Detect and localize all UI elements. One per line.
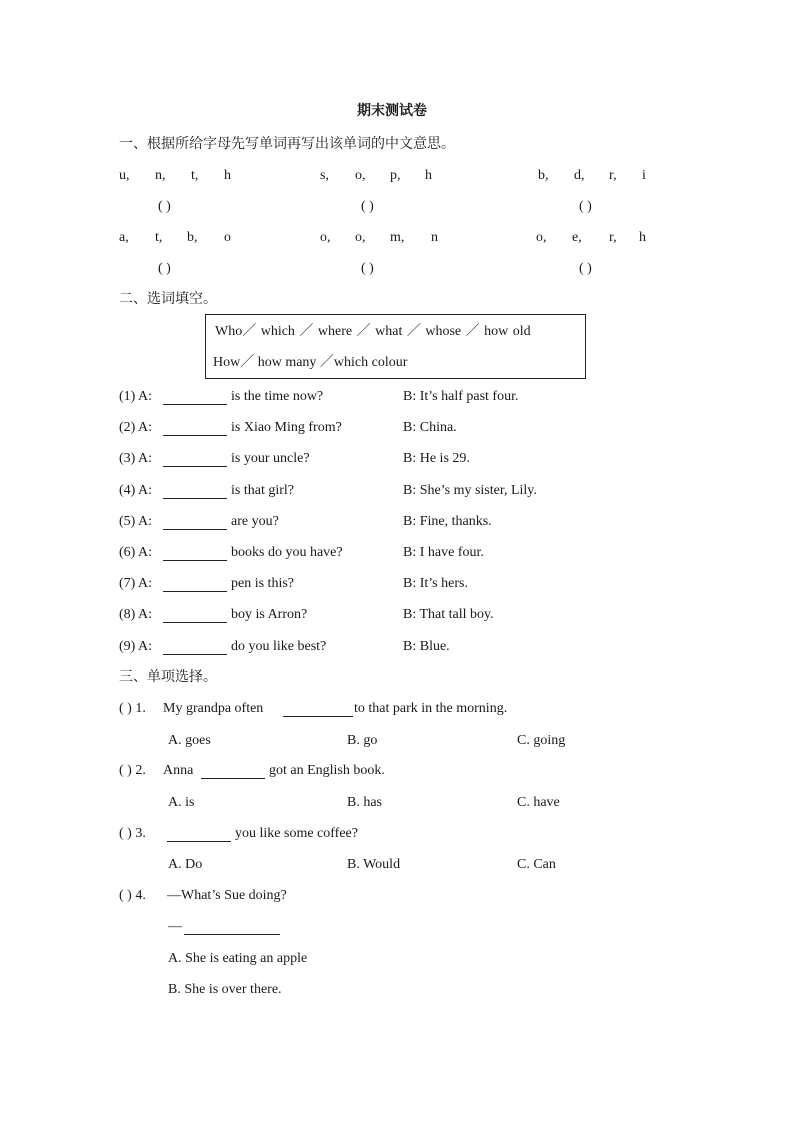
word-bank-line-2: How／ how many ／which colour [213,355,408,370]
letter: i [642,168,646,183]
question-text: pen is this? [231,576,294,591]
option-a[interactable]: A. goes [168,733,211,748]
question-paren[interactable]: ( ) 3. [119,826,146,841]
question-text: got an English book. [269,763,385,778]
letter: n, [155,168,166,183]
option-a[interactable]: A. is [168,795,195,810]
answer-blank[interactable] [283,702,353,717]
question-text: is the time now? [231,389,324,404]
option-c[interactable]: C. have [517,795,560,810]
option-c[interactable]: C. going [517,733,566,748]
answer-blank[interactable] [163,484,227,499]
answer-text: B: It’s hers. [403,576,468,591]
letter: h [224,168,231,183]
answer-blank[interactable] [163,640,227,655]
answer-paren[interactable]: ( ) [579,261,592,276]
answer-text: B: He is 29. [403,451,470,466]
question-text: —What’s Sue doing? [167,888,287,903]
option-b[interactable]: B. Would [347,857,401,872]
letter: h [639,230,646,245]
answer-blank[interactable] [163,546,227,561]
option-c[interactable]: C. Can [517,857,556,872]
section2-heading: 二、选词填空。 [119,291,217,307]
answer-paren[interactable]: ( ) [579,199,592,214]
item-number: (3) A: [119,451,153,466]
answer-blank[interactable] [163,452,227,467]
answer-blank[interactable] [163,608,227,623]
letter: a, [119,230,129,245]
question-paren[interactable]: ( ) 1. [119,701,146,716]
item-number: (9) A: [119,639,153,654]
question-text: is that girl? [231,483,294,498]
answer-text: B: I have four. [403,545,484,560]
letter: e, [572,230,582,245]
question-text: is Xiao Ming from? [231,420,342,435]
letter: b, [187,230,198,245]
answer-text: B: It’s half past four. [403,389,519,404]
answer-blank[interactable] [163,421,227,436]
option-b[interactable]: B. go [347,733,378,748]
answer-paren[interactable]: ( ) [158,261,171,276]
item-number: (1) A: [119,389,153,404]
letter: p, [390,168,401,183]
answer-text: B: China. [403,420,457,435]
question-paren[interactable]: ( ) 4. [119,888,146,903]
letter: o, [320,230,331,245]
question-text: books do you have? [231,545,343,560]
letter: t, [191,168,199,183]
answer-blank[interactable] [201,764,265,779]
option-b[interactable]: B. has [347,795,382,810]
letter: o, [355,230,366,245]
question-text: do you like best? [231,639,327,654]
answer-text: B: Fine, thanks. [403,514,492,529]
question-text: to that park in the morning. [354,701,508,716]
section3-heading: 三、单项选择。 [119,669,217,685]
question-text: Anna [163,763,194,778]
question-text: My grandpa often [163,701,264,716]
letter: d, [574,168,585,183]
item-number: (7) A: [119,576,153,591]
letter: r, [609,168,617,183]
letter: t, [155,230,163,245]
answer-blank[interactable] [167,827,231,842]
answer-blank[interactable] [163,515,227,530]
letter: s, [320,168,329,183]
letter: m, [390,230,405,245]
word-bank-line-1: Who／ which ／ where ／ what ／ whose ／ how old [215,324,531,339]
reply-dash: — [168,919,182,934]
letter: o, [536,230,547,245]
letter: b, [538,168,549,183]
option-a[interactable]: A. Do [168,857,203,872]
letter: n [431,230,438,245]
question-text: you like some coffee? [235,826,358,841]
answer-blank[interactable] [163,390,227,405]
answer-text: B: That tall boy. [403,607,494,622]
option-a[interactable]: A. She is eating an apple [168,951,308,966]
question-text: are you? [231,514,279,529]
letter: h [425,168,432,183]
letter: o [224,230,231,245]
page-title: 期末测试卷 [357,103,427,119]
letter: u, [119,168,130,183]
item-number: (6) A: [119,545,153,560]
answer-paren[interactable]: ( ) [158,199,171,214]
question-text: boy is Arron? [231,607,308,622]
question-paren[interactable]: ( ) 2. [119,763,146,778]
item-number: (4) A: [119,483,153,498]
answer-paren[interactable]: ( ) [361,261,374,276]
answer-text: B: She’s my sister, Lily. [403,483,537,498]
answer-blank[interactable] [163,577,227,592]
letter: r, [609,230,617,245]
item-number: (8) A: [119,607,153,622]
answer-blank[interactable] [184,920,280,935]
question-text: is your uncle? [231,451,310,466]
option-b[interactable]: B. She is over there. [168,982,282,997]
item-number: (5) A: [119,514,153,529]
answer-text: B: Blue. [403,639,450,654]
item-number: (2) A: [119,420,153,435]
letter: o, [355,168,366,183]
section1-heading: 一、根据所给字母先写单词再写出该单词的中文意思。 [119,136,455,152]
answer-paren[interactable]: ( ) [361,199,374,214]
